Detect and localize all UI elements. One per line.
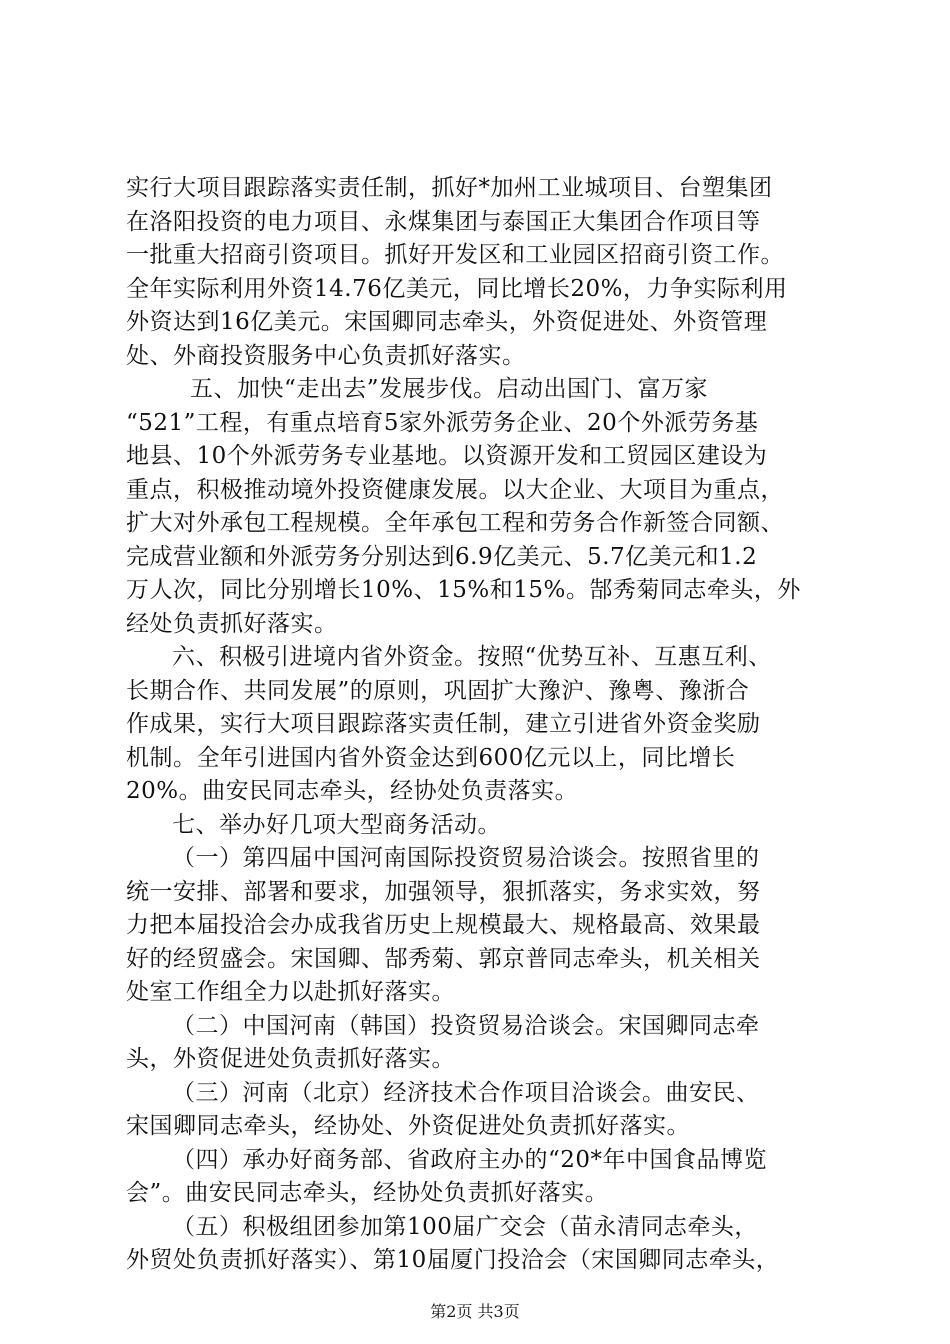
subsection-four: （四）承办好商务部、省政府主办的“20*年中国食品博览 [172,1146,768,1173]
text-line: 万人次，同比分别增长10%、15%和15%。郜秀菊同志牵头，外 [126,577,801,603]
text-line: 扩大对外承包工程规模。全年承包工程和劳务合作新签合同额、 [126,510,784,536]
text-line: 机制。全年引进国内省外资金达到600亿元以上，同比增长 [126,744,736,771]
page-number: 第2页 共3页 [430,1302,520,1321]
text-line: 外贸处负责抓好落实）、第10届厦门投洽会（宋国卿同志牵头， [126,1247,780,1273]
text-line: 完成营业额和外派劳务分别达到6.9亿美元、5.7亿美元和1.2 [126,543,758,570]
text-line: 一批重大招商引资项目。抓好开发区和工业园区招商引资工作。 [126,242,784,268]
subsection-five: （五）积极组团参加第100届广交会（苗永清同志牵头， [172,1213,758,1240]
text-line: 处室工作组全力以赴抓好落实。 [126,979,455,1005]
text-line: 长期合作、共同发展”的原则，巩固扩大豫沪、豫粤、豫浙合 [126,677,750,704]
subsection-three: （三）河南（北京）经济技术合作项目洽谈会。曲安民、 [172,1079,760,1106]
text-line: 全年实际利用外资14.76亿美元，同比增长20%，力争实际利用 [126,275,788,302]
text-line: 在洛阳投资的电力项目、永煤集团与泰国正大集团合作项目等 [126,208,761,235]
text-line: 作成果，实行大项目跟踪落实责任制，建立引进省外资金奖励 [126,711,761,737]
section-heading-seven: 七、举办好几项大型商务活动。 [172,811,501,838]
page-footer [0,1302,950,1322]
text-line: 宋国卿同志牵头，经协处、外资促进处负责抓好落实。 [126,1113,690,1139]
text-line: 经处负责抓好落实。 [126,610,338,637]
section-heading-six: 六、积极引进境内省外资金。按照“优势互补、互惠互利、 [172,644,772,670]
subsection-one: （一）第四届中国河南国际投资贸易洽谈会。按照省里的 [172,845,760,871]
subsection-two: （二）中国河南（韩国）投资贸易洽谈会。宋国卿同志牵 [172,1012,760,1039]
text-line: 统一安排、部署和要求，加强领导，狠抓落实，务求实效，努 [126,878,761,905]
document-body [126,172,844,1278]
section-heading-five: 五、加快“走出去”发展步伐。启动出国门、富万家 [190,376,709,402]
text-line: 外资达到16亿美元。宋国卿同志牵头，外资促进处、外资管理 [126,309,768,335]
text-line: “521”工程，有重点培育5家外派劳务企业、20个外派劳务基 [126,409,759,436]
text-line: 20%。曲安民同志牵头，经协处负责落实。 [126,778,579,804]
text-line: 头，外资促进处负责抓好落实。 [126,1046,455,1072]
text-line: 好的经贸盛会。宋国卿、郜秀菊、郭京普同志牵头，机关相关 [126,945,761,972]
text-line: 力把本届投洽会办成我省历史上规模最大、规格最高、效果最 [126,912,761,938]
text-line: 处、外商投资服务中心负责抓好落实。 [126,342,526,369]
text-line: 重点，积极推动境外投资健康发展。以大企业、大项目为重点， [126,476,784,503]
text-line: 会”。曲安民同志牵头，经协处负责抓好落实。 [126,1180,609,1206]
text-line: 地县、10个外派劳务专业基地。以资源开发和工贸园区建设为 [126,443,768,469]
text-line: 实行大项目跟踪落实责任制，抓好*加州工业城项目、台塑集团 [126,175,773,201]
